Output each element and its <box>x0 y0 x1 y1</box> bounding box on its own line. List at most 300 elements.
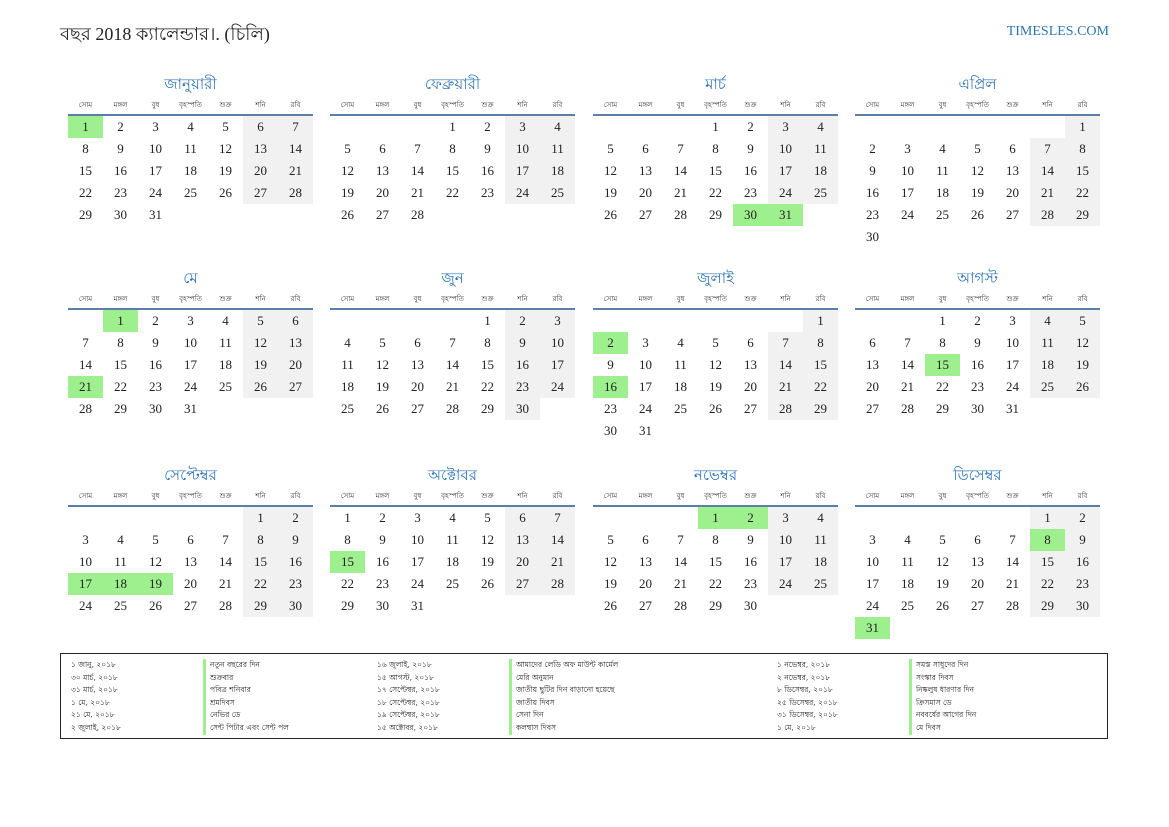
day-cell: 14 <box>446 357 459 372</box>
day-cell: 11 <box>540 138 575 160</box>
day-cell: 3 <box>1009 313 1016 328</box>
day-cell: 14 <box>1030 160 1065 182</box>
empty-cell <box>400 310 435 332</box>
day-cell: 12 <box>243 332 278 354</box>
day-cell: 11 <box>114 554 127 569</box>
day-cell: 22 <box>936 379 949 394</box>
weekday-header <box>68 487 313 507</box>
day-cell: 30 <box>744 598 757 613</box>
month-title: জুলাই <box>697 269 734 287</box>
month-calendar <box>330 465 575 617</box>
day-cell: 16 <box>744 163 757 178</box>
weekday-label: বুধ <box>151 492 160 500</box>
weekday-label: সোম <box>340 101 355 109</box>
empty-cell <box>995 116 1030 138</box>
day-cell: 14 <box>278 138 313 160</box>
holiday-day-cell: 30 <box>733 204 768 226</box>
day-cell: 23 <box>278 573 313 595</box>
weekday-label: সোম <box>78 492 93 500</box>
day-cell: 21 <box>1030 182 1065 204</box>
weekday-label: শুক্র <box>219 101 232 109</box>
day-cell: 4 <box>222 313 229 328</box>
weekday-label: বৃহস্পতি <box>441 492 464 500</box>
weekday-label: বৃহস্পতি <box>179 492 202 500</box>
day-cell: 20 <box>639 185 652 200</box>
day-cell: 30 <box>866 229 879 244</box>
weekday-header <box>593 290 838 310</box>
day-cell: 4 <box>803 116 838 138</box>
day-cell: 3 <box>768 507 803 529</box>
legend-date: ১৫ অক্টোবর, ২০১৮ <box>377 722 438 732</box>
empty-cell <box>138 507 173 529</box>
weekday-label: রবি <box>290 492 301 500</box>
day-cell: 15 <box>243 551 278 573</box>
day-cell: 5 <box>344 141 351 156</box>
empty-cell <box>890 310 925 332</box>
day-cell: 1 <box>449 119 456 134</box>
weekday-label: শনি <box>255 295 266 303</box>
day-cell: 9 <box>484 141 491 156</box>
legend-holiday-name: মেরি অনুমান <box>509 672 554 685</box>
day-cell: 28 <box>901 401 914 416</box>
weekday-label: শুক্র <box>744 492 757 500</box>
weekday-label: শনি <box>780 101 791 109</box>
holiday-day-cell: 17 <box>68 573 103 595</box>
day-cell: 6 <box>414 335 421 350</box>
day-cell: 9 <box>278 529 313 551</box>
weekday-label: বুধ <box>676 295 685 303</box>
legend-date: ৩০ মার্চ, ২০১৮ <box>71 672 118 682</box>
day-cell: 21 <box>768 376 803 398</box>
day-cell: 10 <box>79 554 92 569</box>
legend-date: ২১ মে, ২০১৮ <box>71 710 115 720</box>
day-cell: 25 <box>219 379 232 394</box>
day-cell: 14 <box>1006 554 1019 569</box>
weekday-header <box>68 290 313 310</box>
day-cell: 11 <box>674 357 687 372</box>
weekday-label: শুক্র <box>1006 492 1019 500</box>
day-cell: 23 <box>376 576 389 591</box>
empty-cell <box>435 310 470 332</box>
day-grid <box>330 507 575 617</box>
day-cell: 25 <box>341 401 354 416</box>
day-cell: 1 <box>939 313 946 328</box>
empty-cell <box>890 507 925 529</box>
day-cell: 31 <box>1006 401 1019 416</box>
day-cell: 23 <box>866 207 879 222</box>
day-grid <box>68 507 313 617</box>
weekday-label: শনি <box>1042 295 1053 303</box>
day-cell: 23 <box>114 185 127 200</box>
empty-cell <box>663 116 698 138</box>
weekday-header <box>593 96 838 116</box>
day-cell: 11 <box>219 335 232 350</box>
weekday-label: বৃহস্পতি <box>966 101 989 109</box>
day-cell: 17 <box>540 354 575 376</box>
day-cell: 27 <box>971 598 984 613</box>
day-cell: 7 <box>768 332 803 354</box>
day-cell: 23 <box>481 185 494 200</box>
day-cell: 13 <box>505 529 540 551</box>
weekday-label: বুধ <box>938 295 947 303</box>
day-cell: 5 <box>607 532 614 547</box>
day-cell: 23 <box>744 185 757 200</box>
empty-cell <box>768 310 803 332</box>
day-cell: 9 <box>607 357 614 372</box>
day-cell: 7 <box>1030 138 1065 160</box>
legend-holiday-name: মে দিবস <box>909 722 941 735</box>
legend-holiday-name: সংস্কার দিবস <box>909 672 954 685</box>
day-cell: 18 <box>901 576 914 591</box>
holiday-day-cell: 19 <box>138 573 173 595</box>
day-cell: 15 <box>1065 160 1100 182</box>
day-cell: 31 <box>149 207 162 222</box>
empty-cell <box>960 507 995 529</box>
day-cell: 17 <box>411 554 424 569</box>
day-cell: 16 <box>481 163 494 178</box>
legend-date: ১৬ জুলাই, ২০১৮ <box>377 660 432 669</box>
day-cell: 8 <box>243 529 278 551</box>
month-title: অক্টোবর <box>427 466 478 484</box>
empty-cell <box>995 507 1030 529</box>
day-cell: 21 <box>674 576 687 591</box>
day-cell: 14 <box>674 163 687 178</box>
weekday-label: মঙ্গল <box>900 295 915 303</box>
day-cell: 10 <box>411 532 424 547</box>
day-cell: 29 <box>709 598 722 613</box>
legend-row <box>377 709 618 722</box>
day-cell: 22 <box>709 576 722 591</box>
month-calendar <box>68 465 313 617</box>
empty-cell <box>330 116 365 138</box>
weekday-label: শুক্র <box>744 295 757 303</box>
day-cell: 13 <box>411 357 424 372</box>
day-cell: 2 <box>747 119 754 134</box>
day-cell: 10 <box>768 138 803 160</box>
day-cell: 28 <box>411 207 424 222</box>
weekday-label: রবি <box>290 101 301 109</box>
day-cell: 22 <box>114 379 127 394</box>
day-cell: 12 <box>149 554 162 569</box>
legend-holiday-name: সেনা দিন <box>509 709 544 722</box>
day-cell: 30 <box>971 401 984 416</box>
month-calendar <box>68 74 313 226</box>
legend-holiday-name: সেন্ট পিটার এবং সেন্ট পল <box>203 722 289 735</box>
holiday-day-cell: 21 <box>68 376 103 398</box>
day-cell: 9 <box>152 335 159 350</box>
weekday-label: মঙ্গল <box>638 101 653 109</box>
weekday-label: বুধ <box>938 101 947 109</box>
weekday-label: শুক্র <box>219 492 232 500</box>
legend-row <box>71 709 289 722</box>
day-cell: 12 <box>604 163 617 178</box>
day-cell: 13 <box>243 138 278 160</box>
weekday-header <box>855 487 1100 507</box>
weekday-label: শুক্র <box>481 295 494 303</box>
legend-holiday-name: পবিত্র শনিবার <box>203 684 251 697</box>
day-cell: 7 <box>677 532 684 547</box>
day-cell: 16 <box>278 551 313 573</box>
day-cell: 28 <box>540 573 575 595</box>
weekday-label: বুধ <box>151 101 160 109</box>
month-title: সেপ্টেম্বর <box>164 466 217 484</box>
day-cell: 3 <box>82 532 89 547</box>
day-cell: 29 <box>803 398 838 420</box>
legend-row <box>777 684 976 697</box>
day-cell: 22 <box>1065 182 1100 204</box>
empty-cell <box>365 116 400 138</box>
legend-date: ৮ ডিসেম্বর, ২০১৮ <box>777 685 833 695</box>
empty-cell <box>925 507 960 529</box>
day-cell: 16 <box>114 163 127 178</box>
day-cell: 24 <box>505 182 540 204</box>
day-cell: 29 <box>481 401 494 416</box>
weekday-header <box>330 487 575 507</box>
day-cell: 25 <box>184 185 197 200</box>
day-cell: 21 <box>901 379 914 394</box>
day-cell: 19 <box>219 163 232 178</box>
weekday-label: রবি <box>815 295 826 303</box>
day-cell: 2 <box>152 313 159 328</box>
day-cell: 15 <box>803 354 838 376</box>
day-cell: 9 <box>1065 529 1100 551</box>
day-cell: 22 <box>243 573 278 595</box>
day-cell: 24 <box>411 576 424 591</box>
day-cell: 3 <box>152 119 159 134</box>
day-cell: 23 <box>1065 573 1100 595</box>
weekday-label: বৃহস্পতি <box>704 295 727 303</box>
day-cell: 28 <box>219 598 232 613</box>
day-cell: 17 <box>768 160 803 182</box>
day-cell: 10 <box>1006 335 1019 350</box>
site-link[interactable]: TIMESLES.COM <box>1006 24 1109 39</box>
empty-cell <box>68 507 103 529</box>
day-cell: 28 <box>1030 204 1065 226</box>
weekday-label: শনি <box>255 492 266 500</box>
day-cell: 17 <box>639 379 652 394</box>
legend-row <box>71 672 289 685</box>
weekday-label: শনি <box>517 492 528 500</box>
day-cell: 3 <box>187 313 194 328</box>
weekday-header <box>330 290 575 310</box>
day-cell: 7 <box>82 335 89 350</box>
day-cell: 24 <box>768 573 803 595</box>
day-grid <box>593 507 838 617</box>
legend-date: ১৫ আগস্ট, ২০১৮ <box>377 672 434 682</box>
weekday-label: রবি <box>552 295 563 303</box>
day-cell: 1 <box>803 310 838 332</box>
legend-holiday-name: শুক্রবার <box>203 672 233 685</box>
day-cell: 11 <box>803 529 838 551</box>
legend-row <box>377 697 618 710</box>
holiday-day-cell: 2 <box>593 332 628 354</box>
empty-cell <box>890 116 925 138</box>
empty-cell <box>855 116 890 138</box>
day-cell: 4 <box>904 532 911 547</box>
weekday-label: বৃহস্পতি <box>179 101 202 109</box>
day-cell: 10 <box>540 332 575 354</box>
day-cell: 2 <box>974 313 981 328</box>
day-cell: 27 <box>376 207 389 222</box>
legend-holiday-name: জাতীয় ছুটির দিন বাড়ানো হয়েছে <box>509 684 615 697</box>
day-cell: 21 <box>278 160 313 182</box>
day-cell: 13 <box>1006 163 1019 178</box>
day-cell: 21 <box>411 185 424 200</box>
day-cell: 10 <box>505 138 540 160</box>
day-cell: 25 <box>446 576 459 591</box>
legend-date: ১ জানু, ২০১৮ <box>71 660 116 669</box>
day-cell: 10 <box>184 335 197 350</box>
day-cell: 5 <box>607 141 614 156</box>
day-cell: 8 <box>344 532 351 547</box>
day-cell: 19 <box>376 379 389 394</box>
legend-row <box>777 722 976 735</box>
month-title: মার্চ <box>705 75 726 93</box>
weekday-label: রবি <box>552 492 563 500</box>
legend-date: ২ নভেম্বর, ২০১৮ <box>777 672 831 682</box>
day-cell: 14 <box>540 529 575 551</box>
day-cell: 5 <box>974 141 981 156</box>
day-cell: 22 <box>79 185 92 200</box>
weekday-label: শুক্র <box>481 101 494 109</box>
day-cell: 6 <box>243 116 278 138</box>
day-cell: 10 <box>866 554 879 569</box>
day-cell: 4 <box>1030 310 1065 332</box>
month-calendar <box>330 74 575 226</box>
day-cell: 15 <box>114 357 127 372</box>
weekday-label: শনি <box>780 492 791 500</box>
day-cell: 20 <box>376 185 389 200</box>
legend-holiday-name: নিষ্কলুষ ধারণার দিন <box>909 684 974 697</box>
day-cell: 19 <box>341 185 354 200</box>
day-cell: 29 <box>114 401 127 416</box>
day-cell: 21 <box>674 185 687 200</box>
weekday-label: শনি <box>255 101 266 109</box>
day-cell: 9 <box>747 532 754 547</box>
weekday-label: বুধ <box>151 295 160 303</box>
day-cell: 8 <box>449 141 456 156</box>
day-cell: 28 <box>278 182 313 204</box>
legend-column <box>777 659 976 735</box>
legend-date: ১ নভেম্বর, ২০১৮ <box>777 660 831 669</box>
empty-cell <box>628 310 663 332</box>
holiday-day-cell: 18 <box>103 573 138 595</box>
day-cell: 25 <box>674 401 687 416</box>
day-cell: 4 <box>540 116 575 138</box>
day-cell: 30 <box>505 398 540 420</box>
day-cell: 26 <box>604 207 617 222</box>
legend-date: ৩১ মার্চ, ২০১৮ <box>71 685 118 695</box>
weekday-label: বুধ <box>413 101 422 109</box>
legend-date: ১৮ সেপ্টেম্বর, ২০১৮ <box>377 697 440 707</box>
month-title: মে <box>183 269 198 287</box>
day-cell: 26 <box>1065 376 1100 398</box>
legend-date: ১ মে, ২০১৮ <box>777 722 816 732</box>
weekday-label: বুধ <box>676 492 685 500</box>
day-cell: 22 <box>709 185 722 200</box>
weekday-label: শুক্র <box>1006 101 1019 109</box>
empty-cell <box>103 507 138 529</box>
day-cell: 21 <box>1006 576 1019 591</box>
day-cell: 11 <box>901 554 914 569</box>
day-cell: 14 <box>219 554 232 569</box>
day-cell: 24 <box>149 185 162 200</box>
day-cell: 2 <box>278 507 313 529</box>
empty-cell <box>68 310 103 332</box>
weekday-header <box>855 96 1100 116</box>
day-cell: 19 <box>604 576 617 591</box>
month-calendar <box>593 74 838 226</box>
weekday-label: বৃহস্পতি <box>179 295 202 303</box>
weekday-label: বৃহস্পতি <box>441 295 464 303</box>
day-cell: 4 <box>117 532 124 547</box>
day-cell: 3 <box>505 116 540 138</box>
day-cell: 13 <box>639 554 652 569</box>
legend-holiday-name: ক্রিসমাস ডে <box>909 697 952 710</box>
day-cell: 27 <box>639 598 652 613</box>
day-cell: 25 <box>114 598 127 613</box>
month-calendar <box>855 268 1100 420</box>
day-cell: 13 <box>184 554 197 569</box>
day-cell: 18 <box>184 163 197 178</box>
day-cell: 18 <box>1030 354 1065 376</box>
day-cell: 24 <box>768 182 803 204</box>
legend-column <box>71 659 289 735</box>
day-cell: 23 <box>505 376 540 398</box>
day-cell: 24 <box>901 207 914 222</box>
day-cell: 17 <box>901 185 914 200</box>
empty-cell <box>330 310 365 332</box>
day-cell: 30 <box>604 423 617 438</box>
day-cell: 29 <box>79 207 92 222</box>
month-calendar <box>593 465 838 617</box>
holiday-day-cell: 15 <box>330 551 365 573</box>
day-cell: 27 <box>866 401 879 416</box>
day-grid <box>855 507 1100 639</box>
day-cell: 12 <box>341 163 354 178</box>
holiday-day-cell: 2 <box>733 507 768 529</box>
day-cell: 20 <box>971 576 984 591</box>
day-cell: 28 <box>674 207 687 222</box>
weekday-label: রবি <box>1077 101 1088 109</box>
day-cell: 12 <box>1065 332 1100 354</box>
day-cell: 25 <box>803 573 838 595</box>
day-cell: 7 <box>414 141 421 156</box>
empty-cell <box>628 507 663 529</box>
day-cell: 2 <box>869 141 876 156</box>
day-cell: 2 <box>484 119 491 134</box>
weekday-label: সোম <box>340 295 355 303</box>
weekday-label: সোম <box>603 492 618 500</box>
weekday-label: সোম <box>603 101 618 109</box>
day-grid <box>330 116 575 226</box>
day-cell: 31 <box>411 598 424 613</box>
day-cell: 6 <box>278 310 313 332</box>
weekday-label: মঙ্গল <box>375 101 390 109</box>
day-cell: 6 <box>1009 141 1016 156</box>
day-cell: 22 <box>1030 573 1065 595</box>
month-calendar <box>855 465 1100 639</box>
weekday-label: শনি <box>1042 492 1053 500</box>
day-grid <box>68 116 313 226</box>
day-cell: 18 <box>803 160 838 182</box>
day-cell: 6 <box>379 141 386 156</box>
day-cell: 20 <box>411 379 424 394</box>
legend-holiday-name: নেভির ডে <box>203 709 240 722</box>
empty-cell <box>925 116 960 138</box>
day-cell: 4 <box>803 507 838 529</box>
month-calendar <box>855 74 1100 248</box>
